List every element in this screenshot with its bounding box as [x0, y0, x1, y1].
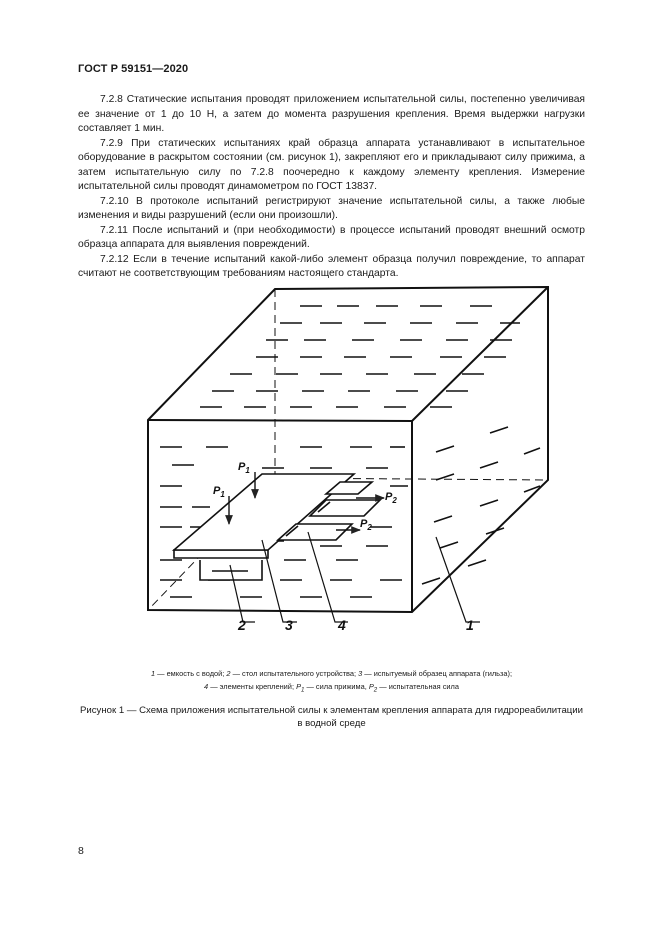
force-label-p2-upper: $P_2$	[385, 491, 397, 505]
page-number: 8	[78, 845, 84, 857]
document-header: ГОСТ Р 59151—2020	[78, 63, 189, 75]
paragraph-7-2-10: 7.2.10 В протоколе испытаний регистрируют значение испытательной силы, а также любые изменения и виды разрушений (если они произошли).	[78, 195, 585, 221]
paragraph-7-2-8: 7.2.8 Статические испытания проводят приложением испытательной силы, постепенно увеличивая ее значение от 1 до 10 Н, а затем до момента разрушения крепления. Время выдержки нагрузки составляет 1 мин.	[78, 94, 585, 134]
callout-3: 3	[285, 617, 293, 633]
force-label-p1-top: $P_1$	[238, 461, 250, 475]
test-setup-diagram	[120, 278, 560, 638]
legend-line-1: 1 — емкость с водой; 2 — стол испытательного устройства; 3 — испытуемый образец аппарата (гильза);	[150, 669, 513, 678]
water-dashes-top	[200, 306, 520, 407]
figure-caption: Рисунок 1 — Схема приложения испытательной силы к элементам крепления аппарата для гидрореабилитации в водной среде	[79, 705, 584, 729]
force-label-p1-left: $P_1$	[213, 485, 225, 499]
callout-2: 2	[238, 617, 246, 633]
callout-numbers	[237, 617, 474, 633]
force-label-p2-lower: $P_2$	[360, 518, 372, 532]
paragraph-7-2-12: 7.2.12 Если в течение испытаний какой-либо элемент образца получил повреждение, то аппарат считают не соответствующим требованиям настоящего стандарта.	[78, 253, 585, 279]
test-table	[174, 550, 268, 580]
callout-4: 4	[338, 617, 346, 633]
figure-1-diagram	[120, 278, 560, 638]
figure-legend	[78, 667, 585, 696]
callout-1: 1	[466, 617, 474, 633]
paragraph-7-2-9: 7.2.9 При статических испытаниях край образца аппарата устанавливают в испытательное оборудование в раскрытом состоянии (см. рисунок 1), закрепляют его и прикладывают силу прижима, а затем испытательную силу по 7.2.8 поочередно к каждому элементу крепления. Измерение испытательной силы проводят динамометром по ГОСТ 13837.	[78, 137, 585, 192]
legend-line-2: 4 — элементы креплений; $P_1$ — сила прижима, $P_2$ — испытательная сила	[204, 682, 459, 694]
paragraph-7-2-11: 7.2.11 После испытаний и (при необходимости) в процессе испытаний проводят внешний осмотр образца аппарата для выявления повреждений.	[78, 224, 585, 250]
body-text	[78, 93, 585, 282]
